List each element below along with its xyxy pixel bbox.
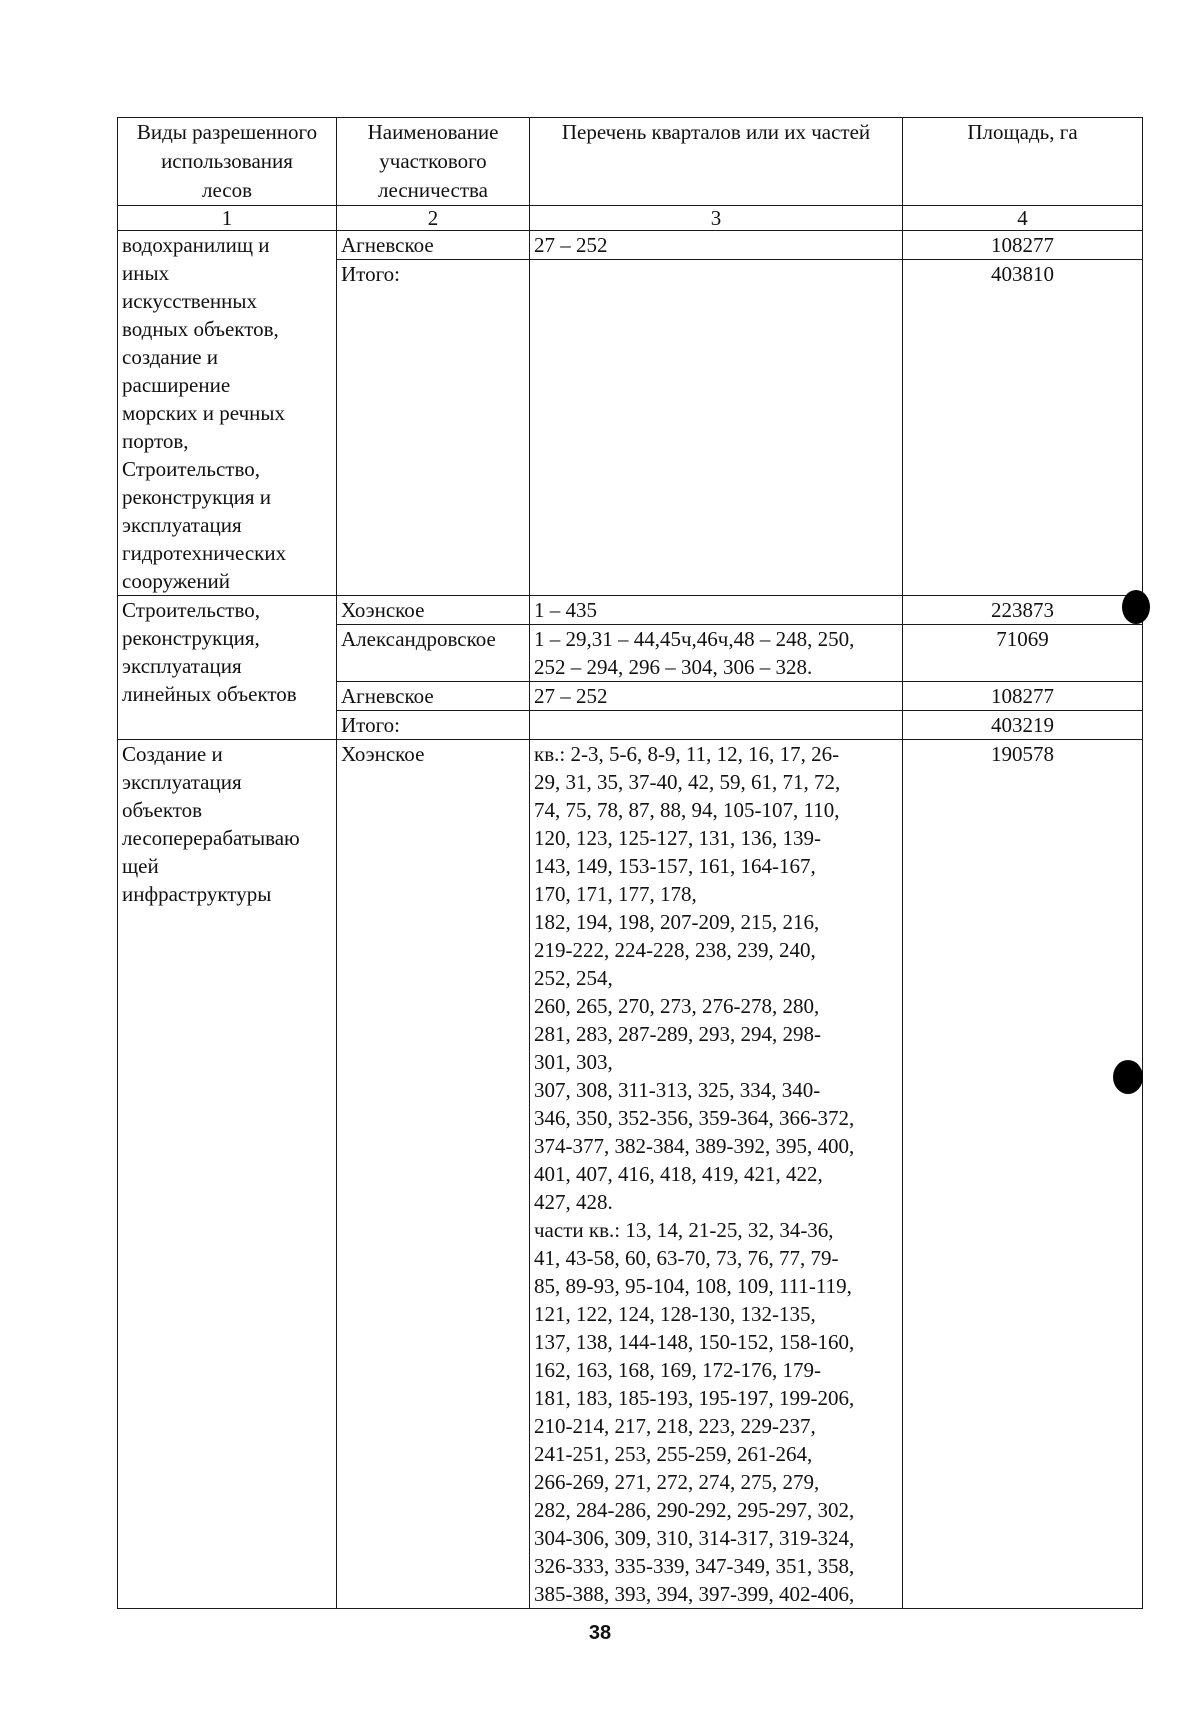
area-cell: 190578 bbox=[903, 740, 1143, 1609]
forestry-cell: Хоэнское bbox=[337, 740, 530, 1609]
table-header-row bbox=[118, 118, 1143, 206]
table-row bbox=[118, 596, 1143, 625]
total-area-cell: 403219 bbox=[903, 711, 1143, 740]
area-cell: 223873 bbox=[903, 596, 1143, 625]
permitted-use-cell: Строительство, реконструкция, эксплуатация линейных объектов bbox=[118, 596, 337, 740]
forestry-cell: Агневское bbox=[337, 231, 530, 260]
quarters-cell: 1 – 435 bbox=[530, 596, 903, 625]
quarters-cell bbox=[530, 260, 903, 596]
header-area: Площадь, га bbox=[903, 118, 1143, 206]
total-label-cell: Итого: bbox=[337, 711, 530, 740]
quarters-cell: 27 – 252 bbox=[530, 682, 903, 711]
forestry-cell: Агневское bbox=[337, 682, 530, 711]
column-number-1: 1 bbox=[118, 206, 337, 231]
column-number-4: 4 bbox=[903, 206, 1143, 231]
forest-use-table bbox=[117, 117, 1143, 1609]
total-label-cell: Итого: bbox=[337, 260, 530, 596]
column-number-row bbox=[118, 206, 1143, 231]
permitted-use-cell: водохранилищ и иных искусственных водных объектов, создание и расширение морских и речных портов, Строительство, реконструкция и эксплуатация гидротехнических сооружений bbox=[118, 231, 337, 596]
quarters-cell bbox=[530, 711, 903, 740]
forestry-cell: Александровское bbox=[337, 625, 530, 682]
column-number-3: 3 bbox=[530, 206, 903, 231]
column-number-2: 2 bbox=[337, 206, 530, 231]
table-row bbox=[118, 740, 1143, 1609]
ink-blot-2 bbox=[1113, 1060, 1143, 1094]
quarters-cell: 1 – 29,31 – 44,45ч,46ч,48 – 248, 250, 252 – 294, 296 – 304, 306 – 328. bbox=[530, 625, 903, 682]
area-cell: 71069 bbox=[903, 625, 1143, 682]
header-forestry-name: Наименование участкового лесничества bbox=[337, 118, 530, 206]
quarters-cell: кв.: 2-3, 5-6, 8-9, 11, 12, 16, 17, 26- 29, 31, 35, 37-40, 42, 59, 61, 71, 72, 74, 75, 78, 87, 88, 94, 105-107, 110, 120, 123, 125-127, 131, 136, 139- 143, 149, 153-157, 161, 164-167, 170, 171, 177, 178, 182, 194, 198, 207-209, 215, 216, 219-222, 224-228, 238, 239, 240, 252, 254, 260, 265, 270, 273, 276-278, 280, 281, 283, 287-289, 293, 294, 298- 301, 303, 307, 308, 311-313, 325, 334, 340- 346, 350, 352-356, 359-364, 366-372, 374-377, 382-384, 389-392, 395, 400, 401, 407, 416, 418, 419, 421, 422, 427, 428. части кв.: 13, 14, 21-25, 32, 34-36, 41, 43-58, 60, 63-70, 73, 76, 77, 79- 85, 89-93, 95-104, 108, 109, 111-119, 121, 122, 124, 128-130, 132-135, 137, 138, 144-148, 150-152, 158-160, 162, 163, 168, 169, 172-176, 179- 181, 183, 185-193, 195-197, 199-206, 210-214, 217, 218, 223, 229-237, 241-251, 253, 255-259, 261-264, 266-269, 271, 272, 274, 275, 279, 282, 284-286, 290-292, 295-297, 302, 304-306, 309, 310, 314-317, 319-324, 326-333, 335-339, 347-349, 351, 358, 385-388, 393, 394, 397-399, 402-406, bbox=[530, 740, 903, 1609]
header-permitted-use: Виды разрешенного использования лесов bbox=[118, 118, 337, 206]
total-area-cell: 403810 bbox=[903, 260, 1143, 596]
area-cell: 108277 bbox=[903, 682, 1143, 711]
table-row bbox=[118, 231, 1143, 260]
header-quarters-list: Перечень кварталов или их частей bbox=[530, 118, 903, 206]
forestry-cell: Хоэнское bbox=[337, 596, 530, 625]
ink-blot-1 bbox=[1122, 590, 1150, 624]
quarters-cell: 27 – 252 bbox=[530, 231, 903, 260]
page-number: 38 bbox=[588, 1622, 612, 1644]
area-cell: 108277 bbox=[903, 231, 1143, 260]
permitted-use-cell: Создание и эксплуатация объектов лесоперерабатываю щей инфраструктуры bbox=[118, 740, 337, 1609]
